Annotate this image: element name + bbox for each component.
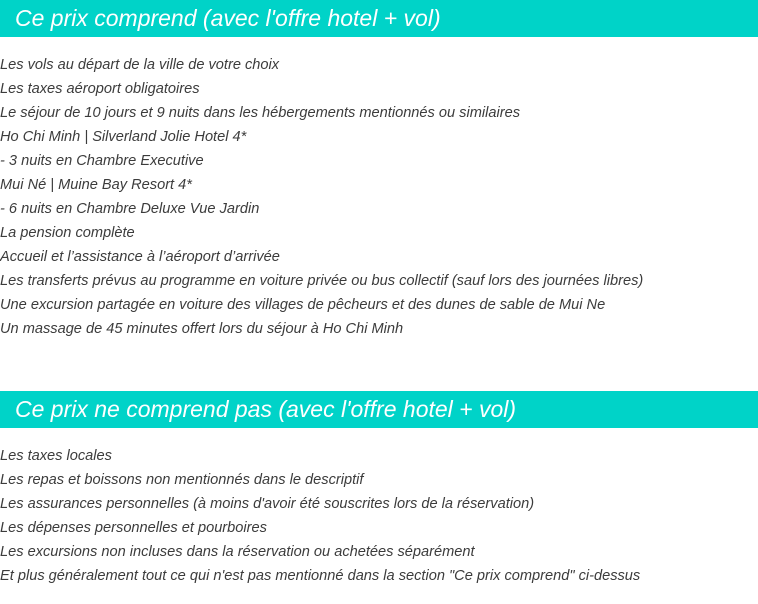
excludes-list [0, 444, 640, 588]
list-item: Un massage de 45 minutes offert lors du séjour à Ho Chi Minh [0, 321, 404, 337]
list-item: Une excursion partagée en voiture des villages de pêcheurs et des dunes de sable de Mui Ne [0, 297, 606, 313]
list-item: Les transferts prévus au programme en voiture privée ou bus collectif (sauf lors des journées libres) [0, 273, 644, 289]
includes-list [0, 53, 643, 341]
excludes-section-title: Ce prix ne comprend pas (avec l'offre hotel + vol) [0, 391, 758, 428]
list-item: Et plus généralement tout ce qui n'est pas mentionné dans la section "Ce prix comprend" ci-dessus [0, 568, 641, 584]
list-item: Le séjour de 10 jours et 9 nuits dans les hébergements mentionnés ou similaires [0, 105, 520, 121]
list-item: Les taxes locales [0, 448, 112, 464]
list-item: Mui Né | Muine Bay Resort 4* [0, 177, 192, 193]
list-item: La pension complète [0, 225, 135, 241]
list-item: Les assurances personnelles (à moins d'avoir été souscrites lors de la réservation) [0, 496, 535, 512]
list-item: Les vols au départ de la ville de votre choix [0, 57, 280, 73]
list-item: Accueil et l’assistance à l’aéroport d’arrivée [0, 249, 280, 265]
includes-section-title: Ce prix comprend (avec l'offre hotel + vol) [0, 0, 758, 37]
list-item: Les taxes aéroport obligatoires [0, 81, 200, 97]
list-item: Les repas et boissons non mentionnés dans le descriptif [0, 472, 364, 488]
list-item: Les excursions non incluses dans la réservation ou achetées séparément [0, 544, 475, 560]
list-item: - 3 nuits en Chambre Executive [0, 153, 204, 169]
list-item: - 6 nuits en Chambre Deluxe Vue Jardin [0, 201, 260, 217]
list-item: Ho Chi Minh | Silverland Jolie Hotel 4* [0, 129, 247, 145]
list-item: Les dépenses personnelles et pourboires [0, 520, 267, 536]
